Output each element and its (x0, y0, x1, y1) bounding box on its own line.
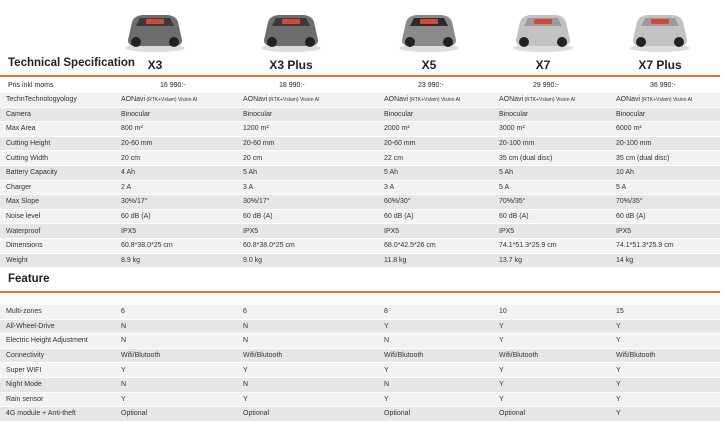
table-cell: 20-60 mm (115, 136, 237, 151)
table-row (0, 93, 720, 107)
row-label: Waterproof (0, 224, 115, 239)
table-cell: Y (115, 363, 237, 378)
table-cell: N (115, 319, 237, 334)
table-cell: 8.9 kg (115, 253, 237, 268)
table-cell: 5 A (610, 180, 720, 195)
spec-section-title: Technical Specification (8, 57, 135, 69)
table-cell: 70%/35° (493, 195, 610, 210)
table-cell: 5 A (493, 180, 610, 195)
table-row (0, 363, 720, 378)
table-cell: Y (378, 319, 493, 334)
table-cell (493, 93, 610, 107)
table-cell: Y (493, 377, 610, 392)
table-row (0, 195, 720, 210)
table-cell: 20 cm (115, 151, 237, 166)
table-cell: IPX5 (493, 224, 610, 239)
table-cell: 60 dB (A) (493, 209, 610, 224)
product-column-3 (488, 0, 598, 82)
table-cell: 60 dB (A) (610, 209, 720, 224)
table-cell: 5 Ah (493, 165, 610, 180)
table-row (0, 319, 720, 334)
table-cell: Optional (237, 407, 378, 422)
table-cell: N (237, 334, 378, 349)
table-cell: Wifi/Blutooth (115, 348, 237, 363)
price-label: Pris inkl moms (8, 82, 54, 89)
table-row (0, 224, 720, 239)
table-cell: Optional (115, 407, 237, 422)
feature-section-title: Feature (8, 273, 50, 285)
table-cell (237, 93, 378, 107)
table-row (0, 305, 720, 319)
row-label: TechnTechnologyology (0, 93, 115, 107)
cell-main-text: AONavi (121, 96, 146, 104)
table-row (0, 377, 720, 392)
row-label: Electric Height Adjustment (0, 334, 115, 349)
table-cell: 3 A (237, 180, 378, 195)
spec-table (0, 93, 720, 268)
table-cell: 20-60 mm (237, 136, 378, 151)
table-cell: N (237, 319, 378, 334)
row-label: Night Mode (0, 377, 115, 392)
table-cell: Y (115, 392, 237, 407)
price-x7-plus: 36 990:- (650, 82, 676, 89)
table-cell: Y (237, 392, 378, 407)
table-cell: 2000 m² (378, 122, 493, 137)
table-cell: 9.0 kg (237, 253, 378, 268)
table-cell: Optional (378, 407, 493, 422)
table-cell: Wifi/Blutooth (237, 348, 378, 363)
table-cell: 20 cm (237, 151, 378, 166)
cell-sub-text: (RTK+Vslam) Vision AI (267, 97, 320, 104)
product-column-0 (100, 0, 210, 82)
table-cell: 20-60 mm (378, 136, 493, 151)
table-cell: 70%/35° (610, 195, 720, 210)
table-cell: Y (610, 334, 720, 349)
table-cell: N (115, 334, 237, 349)
table-cell: 35 cm (dual disc) (610, 151, 720, 166)
table-cell: 60 dB (A) (237, 209, 378, 224)
row-label: Max Slope (0, 195, 115, 210)
table-row (0, 407, 720, 422)
table-cell: Y (378, 363, 493, 378)
row-label: Camera (0, 107, 115, 122)
table-cell: 60.8*38.0*25 cm (237, 238, 378, 253)
table-cell (378, 93, 493, 107)
row-label: Cutting Width (0, 151, 115, 166)
table-cell: Y (493, 319, 610, 334)
product-name: X3 Plus (269, 58, 313, 72)
table-row (0, 180, 720, 195)
table-cell: Optional (493, 407, 610, 422)
row-label: Connectivity (0, 348, 115, 363)
table-cell: N (115, 377, 237, 392)
table-row (0, 122, 720, 137)
robot-mower-icon (122, 6, 188, 54)
table-cell: Y (610, 407, 720, 422)
table-cell: 68.0*42.5*26 cm (378, 238, 493, 253)
table-cell: 3000 m² (493, 122, 610, 137)
table-row (0, 165, 720, 180)
table-cell: 6 (115, 305, 237, 319)
table-cell: 5 Ah (237, 165, 378, 180)
product-name: X5 (421, 58, 437, 72)
table-row (0, 334, 720, 349)
table-cell: 5 Ah (378, 165, 493, 180)
table-cell: Wifi/Blutooth (378, 348, 493, 363)
table-row (0, 209, 720, 224)
table-cell: 74.1*51.3*25.9 cm (493, 238, 610, 253)
table-cell: Y (493, 363, 610, 378)
row-label: Battery Capacity (0, 165, 115, 180)
table-cell: Binocular (237, 107, 378, 122)
row-label: Cutting Height (0, 136, 115, 151)
table-cell: 1200 m² (237, 122, 378, 137)
table-cell: 20-100 mm (610, 136, 720, 151)
product-name: X7 Plus (638, 58, 682, 72)
cell-sub-text: (RTK+Vslam) Vision AI (640, 97, 693, 104)
table-row (0, 238, 720, 253)
table-cell: 60%/30° (378, 195, 493, 210)
cell-main-text: AONavi (384, 96, 409, 104)
feature-divider (0, 291, 720, 293)
table-cell: 22 cm (378, 151, 493, 166)
table-cell: Y (610, 392, 720, 407)
robot-mower-icon (396, 6, 462, 54)
table-cell: Y (493, 392, 610, 407)
table-cell: 60 dB (A) (115, 209, 237, 224)
table-cell: N (378, 334, 493, 349)
table-cell: 10 (493, 305, 610, 319)
cell-main-text: AONavi (499, 96, 524, 104)
table-cell: 800 m² (115, 122, 237, 137)
table-cell: 3 A (378, 180, 493, 195)
table-cell: Wifi/Blutooth (610, 348, 720, 363)
row-label: Charger (0, 180, 115, 195)
row-label: Weight (0, 253, 115, 268)
table-row (0, 348, 720, 363)
row-label: Dimensions (0, 238, 115, 253)
row-label: Super WIFI (0, 363, 115, 378)
cell-sub-text: (RTK+Vslam) Vision AI (408, 97, 461, 104)
table-cell: 2 A (115, 180, 237, 195)
table-cell: Y (493, 334, 610, 349)
table-cell: 13.7 kg (493, 253, 610, 268)
table-cell: 74.1*51.3*25.9 cm (610, 238, 720, 253)
table-row (0, 392, 720, 407)
cell-sub-text: (RTK+Vslam) Vision AI (145, 97, 198, 104)
product-column-4 (605, 0, 715, 82)
table-cell: Binocular (115, 107, 237, 122)
table-row (0, 107, 720, 122)
table-cell: Binocular (378, 107, 493, 122)
robot-mower-icon (627, 6, 693, 54)
product-column-1 (236, 0, 346, 82)
table-cell: 10 Ah (610, 165, 720, 180)
cell-main-text: AONavi (616, 96, 641, 104)
table-cell: Binocular (610, 107, 720, 122)
table-row (0, 151, 720, 166)
row-label: 4G module + Anti-theft (0, 407, 115, 422)
table-cell: IPX5 (378, 224, 493, 239)
table-cell: Y (610, 319, 720, 334)
product-name: X3 (147, 58, 163, 72)
row-label: All-Wheel-Drive (0, 319, 115, 334)
table-cell: Y (610, 377, 720, 392)
robot-mower-icon (510, 6, 576, 54)
price-x7: 29 990:- (533, 82, 559, 89)
table-cell: Y (237, 363, 378, 378)
table-cell: Binocular (493, 107, 610, 122)
row-label: Multi-zones (0, 305, 115, 319)
table-row (0, 253, 720, 268)
table-cell: Y (378, 392, 493, 407)
product-header (0, 0, 725, 82)
table-cell: 4 Ah (115, 165, 237, 180)
table-cell: 30%/17° (115, 195, 237, 210)
feature-table (0, 305, 720, 422)
table-cell: 15 (610, 305, 720, 319)
table-cell: N (378, 377, 493, 392)
table-cell: IPX5 (610, 224, 720, 239)
table-cell: Wifi/Blutooth (493, 348, 610, 363)
price-x3: 16 990:- (160, 82, 186, 89)
price-x5: 23 990:- (418, 82, 444, 89)
table-cell: 11.8 kg (378, 253, 493, 268)
cell-main-text: AONavi (243, 96, 268, 104)
table-cell: IPX5 (237, 224, 378, 239)
table-cell: 6000 m² (610, 122, 720, 137)
table-row (0, 136, 720, 151)
table-cell: IPX5 (115, 224, 237, 239)
table-cell: 8 (378, 305, 493, 319)
table-cell: N (237, 377, 378, 392)
product-column-2 (374, 0, 484, 82)
table-cell: 20-100 mm (493, 136, 610, 151)
row-label: Noise level (0, 209, 115, 224)
row-label: Max Area (0, 122, 115, 137)
table-cell: 60.8*38.0*25 cm (115, 238, 237, 253)
robot-mower-icon (258, 6, 324, 54)
row-label: Rain sensor (0, 392, 115, 407)
table-cell: 6 (237, 305, 378, 319)
price-x3-plus: 18 990:- (279, 82, 305, 89)
table-cell: 30%/17° (237, 195, 378, 210)
table-cell (115, 93, 237, 107)
table-cell: 14 kg (610, 253, 720, 268)
table-cell: 60 dB (A) (378, 209, 493, 224)
table-cell: 35 cm (dual disc) (493, 151, 610, 166)
table-cell: Y (610, 363, 720, 378)
cell-sub-text: (RTK+Vslam) Vision AI (523, 97, 576, 104)
product-name: X7 (535, 58, 551, 72)
table-cell (610, 93, 720, 107)
spec-divider (0, 75, 720, 77)
price-row (0, 80, 725, 92)
